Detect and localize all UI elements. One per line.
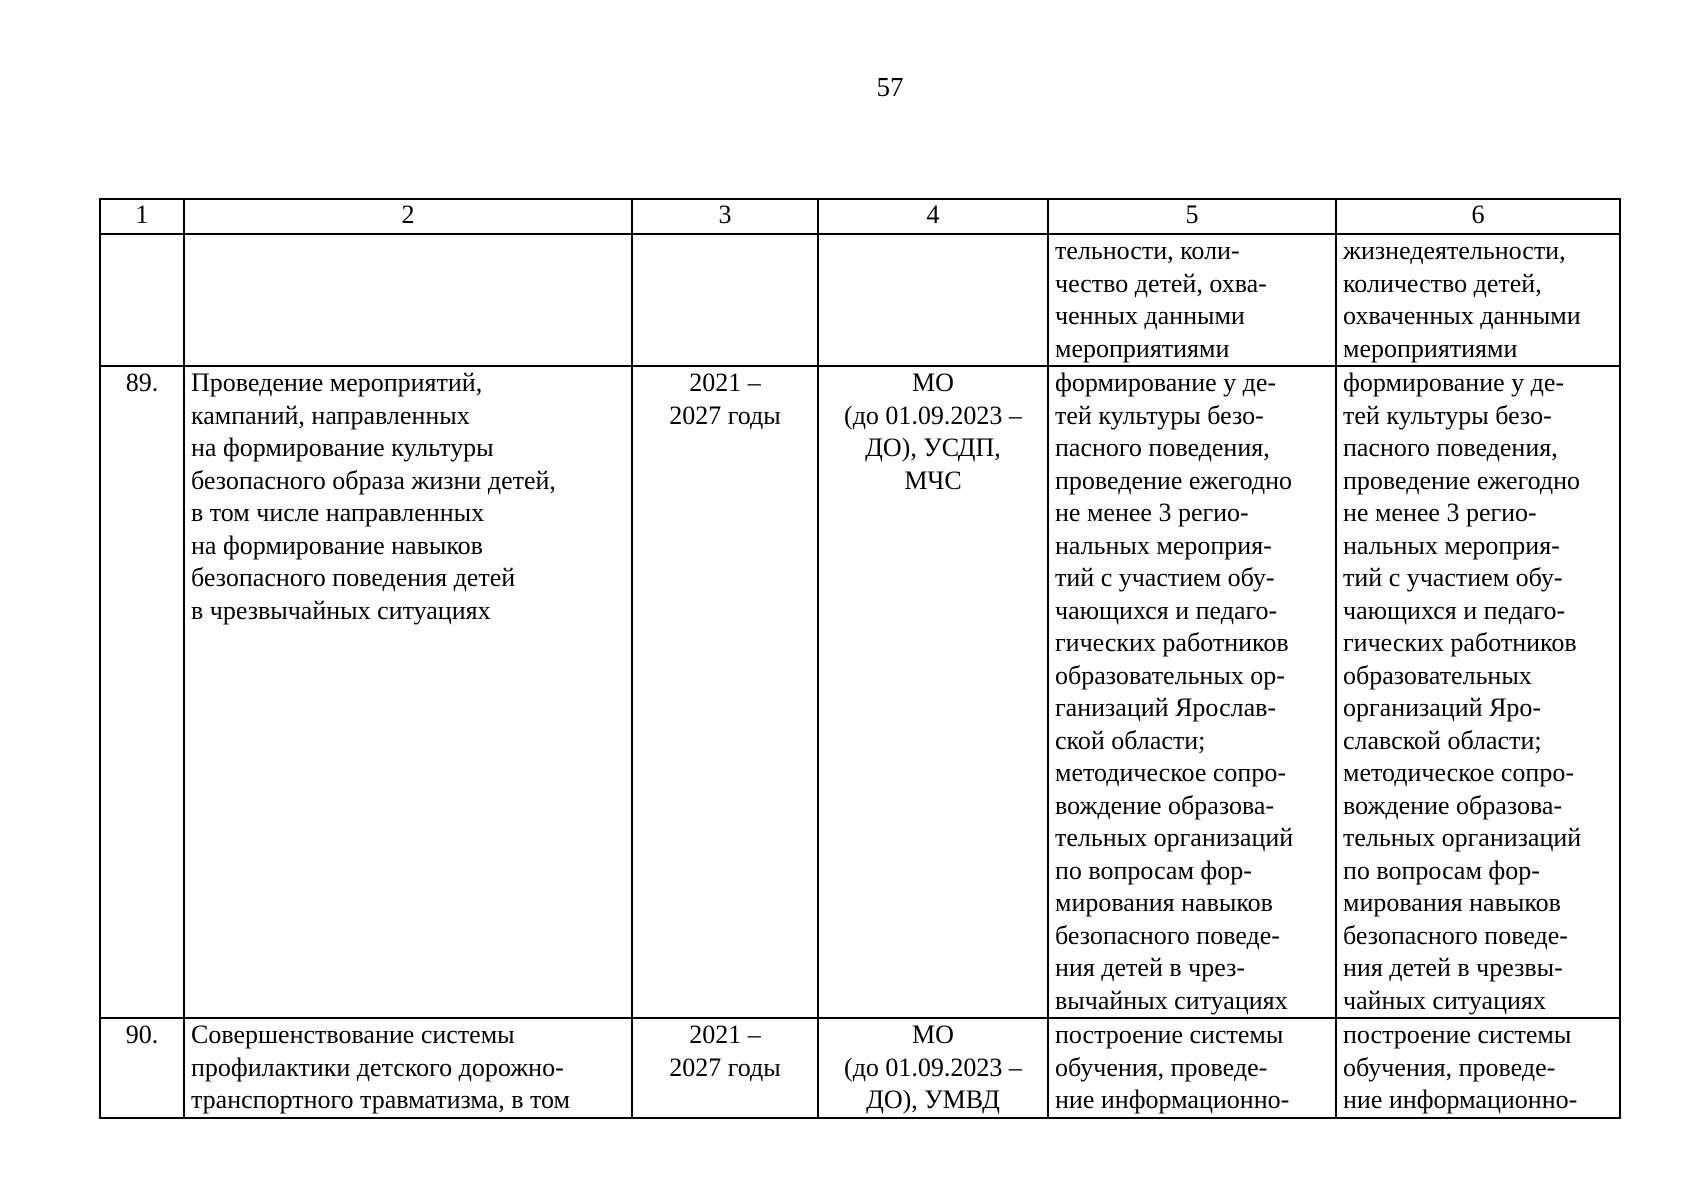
text-line: методическое сопро- — [1055, 758, 1286, 787]
text-line: чество детей, охва- — [1055, 268, 1267, 298]
text-line: ДО), УСДП, — [865, 433, 1001, 462]
header-cell-1: 1 — [100, 199, 184, 234]
text-line: жизнедеятельности, — [1343, 236, 1566, 265]
text-line: на формирование навыков — [191, 530, 483, 560]
text-line: чайных ситуациях — [1343, 985, 1546, 1015]
text-line: в чрезвычайных ситуациях — [191, 595, 491, 625]
text-line: тий с участием обу- — [1055, 563, 1275, 592]
text-line: пасного поведения, — [1055, 433, 1270, 462]
text-line: проведение ежегодно — [1343, 465, 1580, 495]
text-line: кампаний, направленных — [191, 400, 470, 430]
text-line: 2027 годы — [669, 1052, 781, 1082]
continuation-cell-2 — [184, 234, 632, 366]
header-cell-4: 4 — [818, 199, 1048, 234]
measure-executors — [818, 366, 1048, 1018]
measure-executors — [818, 1018, 1048, 1118]
table-row — [100, 366, 1620, 1018]
text-line: методическое сопро- — [1343, 758, 1574, 787]
text-line: мирования навыков — [1055, 888, 1273, 917]
text-line: мирования навыков — [1343, 888, 1561, 917]
text-line: формирование у де- — [1055, 368, 1277, 397]
measure-result-col6 — [1336, 1018, 1620, 1118]
header-cell-5: 5 — [1048, 199, 1336, 234]
text-line: безопасного поведе- — [1343, 920, 1568, 950]
continuation-row — [100, 234, 1620, 366]
text-line: ганизаций Ярослав- — [1055, 693, 1277, 722]
text-line: безопасного поведения детей — [191, 563, 516, 592]
measure-result-col5 — [1048, 1018, 1336, 1118]
text-line: транспортного травматизма, в том — [191, 1085, 570, 1114]
continuation-cell-4 — [818, 234, 1048, 366]
measure-period — [632, 1018, 818, 1118]
measure-name — [184, 1018, 632, 1118]
text-line: построение системы — [1055, 1020, 1284, 1049]
text-line: безопасного образа жизни детей, — [191, 465, 556, 495]
page-number: 57 — [876, 72, 904, 102]
text-line: пасного поведения, — [1343, 433, 1558, 462]
text-line: вычайных ситуациях — [1055, 985, 1288, 1015]
row-number: 90. — [100, 1018, 184, 1118]
text-line: по вопросам фор- — [1343, 855, 1540, 885]
text-line: нальных мероприя- — [1055, 530, 1272, 560]
text-line: ской области; — [1055, 725, 1206, 755]
text-line: славской области; — [1343, 725, 1542, 755]
text-line: ДО), УМВД — [866, 1085, 1000, 1114]
text-line: обучения, проведе- — [1343, 1052, 1556, 1082]
text-line: ние информационно- — [1055, 1085, 1290, 1114]
row-number: 89. — [100, 366, 184, 1018]
text-line: охваченных данными — [1343, 301, 1581, 330]
text-line: не менее 3 регио- — [1055, 498, 1249, 527]
text-line: мероприятиями — [1343, 333, 1518, 363]
text-line: чающихся и педаго- — [1055, 595, 1278, 625]
text-line: образовательных ор- — [1055, 660, 1285, 690]
table-header-row — [100, 199, 1620, 234]
text-line: количество детей, — [1343, 268, 1542, 298]
measure-result-col6 — [1336, 366, 1620, 1018]
text-line: тельности, коли- — [1055, 236, 1240, 265]
text-line: МЧС — [904, 465, 962, 495]
measure-name — [184, 366, 632, 1018]
text-line: формирование у де- — [1343, 368, 1565, 397]
text-line: чающихся и педаго- — [1343, 595, 1566, 625]
continuation-cell-3 — [632, 234, 818, 366]
text-line: (до 01.09.2023 – — [844, 400, 1022, 430]
header-cell-3: 3 — [632, 199, 818, 234]
text-line: тей культуры безо- — [1343, 400, 1552, 430]
text-line: тельных организаций — [1055, 823, 1294, 852]
measures-table — [99, 198, 1621, 1119]
measure-period — [632, 366, 818, 1018]
text-line: образовательных — [1343, 660, 1532, 690]
text-line: гических работников — [1055, 628, 1289, 657]
text-line: тий с участием обу- — [1343, 563, 1563, 592]
text-line: организаций Яро- — [1343, 693, 1542, 722]
text-line: 2021 – — [689, 368, 761, 397]
text-line: Совершенствование системы — [191, 1020, 515, 1049]
text-line: проведение ежегодно — [1055, 465, 1292, 495]
text-line: по вопросам фор- — [1055, 855, 1252, 885]
text-line: гических работников — [1343, 628, 1577, 657]
text-line: не менее 3 регио- — [1343, 498, 1537, 527]
text-line: 2027 годы — [669, 400, 781, 430]
continuation-cell-6 — [1336, 234, 1620, 366]
text-line: профилактики детского дорожно- — [191, 1052, 564, 1082]
text-line: вождение образова- — [1343, 790, 1563, 820]
text-line: ния детей в чрезвы- — [1343, 953, 1563, 982]
continuation-cell-5 — [1048, 234, 1336, 366]
text-line: 2021 – — [689, 1020, 761, 1049]
measure-result-col5 — [1048, 366, 1336, 1018]
text-line: МО — [912, 368, 954, 397]
table-row — [100, 1018, 1620, 1118]
text-line: на формирование культуры — [191, 433, 494, 462]
continuation-cell-1 — [100, 234, 184, 366]
text-line: ченных данными — [1055, 301, 1245, 330]
text-line: построение системы — [1343, 1020, 1572, 1049]
text-line: вождение образова- — [1055, 790, 1275, 820]
text-line: тей культуры безо- — [1055, 400, 1264, 430]
header-cell-2: 2 — [184, 199, 632, 234]
text-line: нальных мероприя- — [1343, 530, 1560, 560]
text-line: Проведение мероприятий, — [191, 368, 483, 397]
text-line: ния детей в чрез- — [1055, 953, 1246, 982]
text-line: в том числе направленных — [191, 498, 485, 527]
text-line: тельных организаций — [1343, 823, 1582, 852]
text-line: (до 01.09.2023 – — [844, 1052, 1022, 1082]
text-line: безопасного поведе- — [1055, 920, 1280, 950]
text-line: мероприятиями — [1055, 333, 1230, 363]
text-line: ние информационно- — [1343, 1085, 1578, 1114]
text-line: обучения, проведе- — [1055, 1052, 1268, 1082]
text-line: МО — [912, 1020, 954, 1049]
header-cell-6: 6 — [1336, 199, 1620, 234]
